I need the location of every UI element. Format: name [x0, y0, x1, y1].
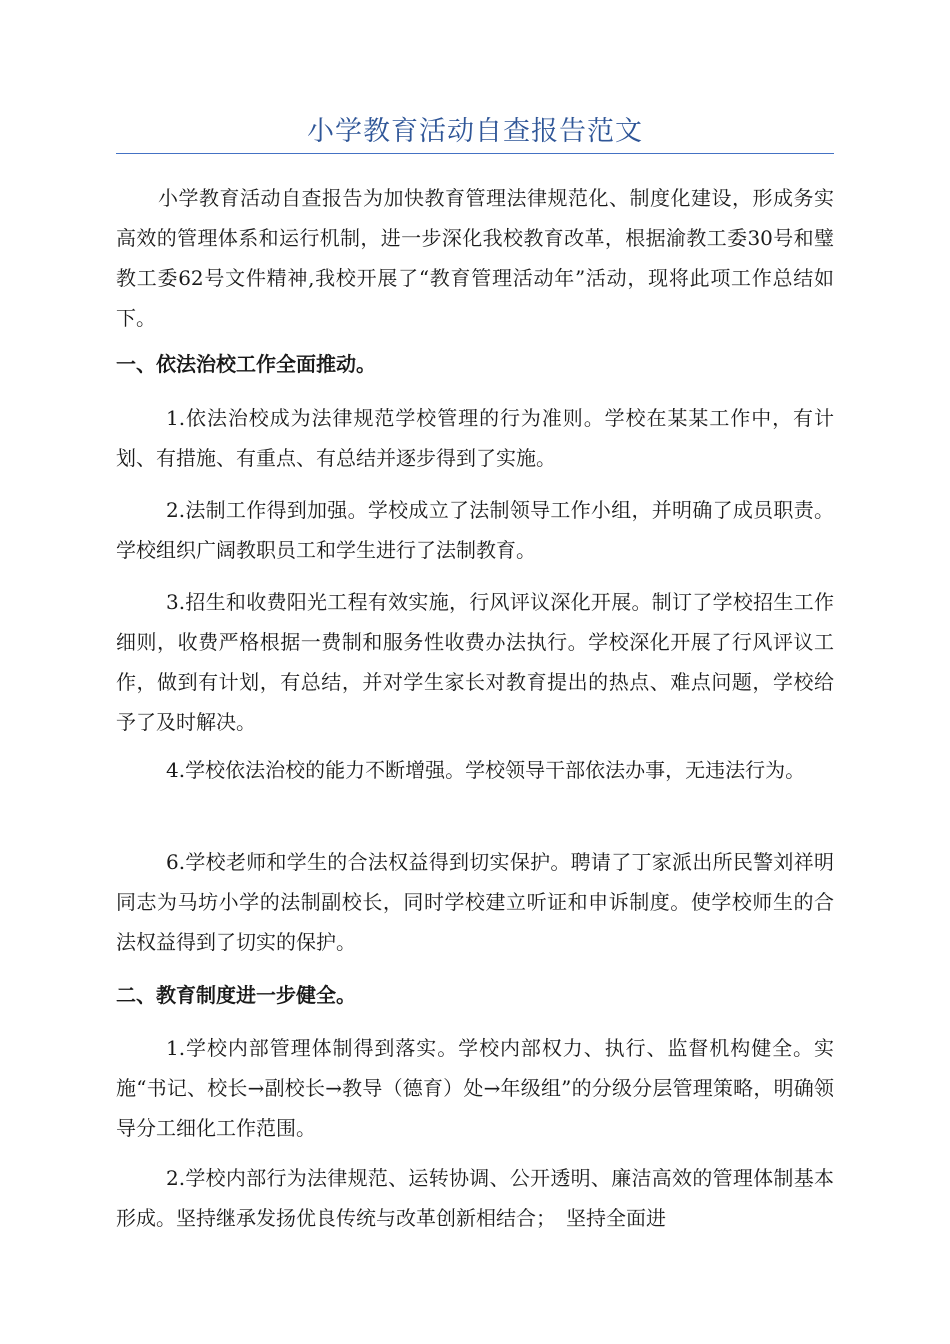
section-1-item-6: 6.学校老师和学生的合法权益得到切实保护。聘请了丁家派出所民警刘祥明同志为马坊小学的法制副校长，同时学校建立听证和申诉制度。使学校师生的合法权益得到了切实的保护。 [116, 850, 834, 954]
section-1-item-4: 4.学校依法治校的能力不断增强。学校领导干部依法办事，无违法行为。 [166, 758, 806, 782]
section-2-item-2: 2.学校内部行为法律规范、运转协调、公开透明、廉洁高效的管理体制基本形成。坚持继承发扬优良传统与改革创新相结合； 坚持全面进 [116, 1166, 834, 1230]
intro-paragraph: 小学教育活动自查报告为加快教育管理法律规范化、制度化建设，形成务实高效的管理体系和运行机制，进一步深化我校教育改革，根据渝教工委30号和璧教工委62号文件精神,我校开展了“教育管理活动年”活动，现将此项工作总结如下。 [116, 186, 834, 330]
section-2-heading: 二、教育制度进一步健全。 [116, 983, 356, 1007]
section-1-heading: 一、依法治校工作全面推动。 [116, 352, 376, 376]
section-1-item-1: 1.依法治校成为法律规范学校管理的行为准则。学校在某某工作中，有计划、有措施、有重点、有总结并逐步得到了实施。 [116, 406, 834, 470]
section-2-item-1: 1.学校内部管理体制得到落实。学校内部权力、执行、监督机构健全。实施“书记、校长→副校长→教导（德育）处→年级组”的分级分层管理策略，明确领导分工细化工作范围。 [116, 1036, 834, 1140]
section-1-item-3: 3.招生和收费阳光工程有效实施，行风评议深化开展。制订了学校招生工作细则，收费严格根据一费制和服务性收费办法执行。学校深化开展了行风评议工作，做到有计划，有总结，并对学生家长对教育提出的热点、难点问题，学校给予了及时解决。 [116, 590, 834, 734]
title-underline [116, 153, 834, 154]
section-1-item-2: 2.法制工作得到加强。学校成立了法制领导工作小组，并明确了成员职责。学校组织广阔教职员工和学生进行了法制教育。 [116, 498, 834, 562]
document-title: 小学教育活动自查报告范文 [307, 116, 643, 147]
